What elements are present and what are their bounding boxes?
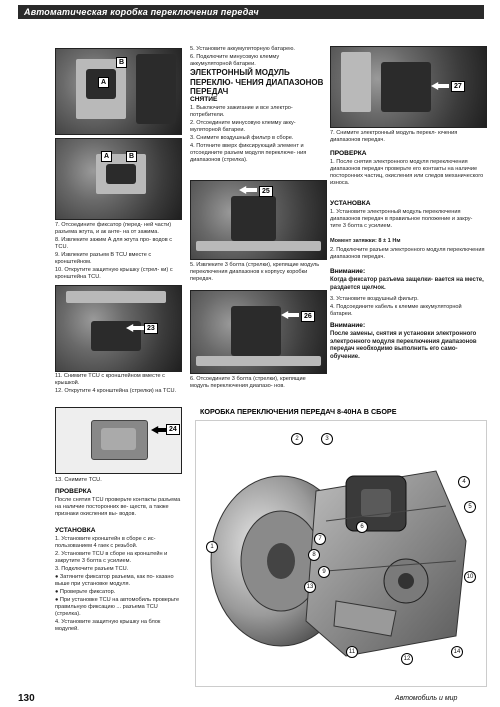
photo-number: 24 — [166, 424, 180, 435]
photo-label-b: B — [126, 151, 137, 162]
left-check-title: ПРОВЕРКА — [55, 488, 92, 495]
callout-3: 3 — [321, 433, 333, 445]
callout-2: 2 — [291, 433, 303, 445]
callout-12: 12 — [401, 653, 413, 665]
photo-tcu-bracket — [55, 48, 182, 135]
page-header: Автоматическая коробка переключения передач — [18, 5, 484, 19]
callout-6: 6 — [356, 521, 368, 533]
photo-label-a: A — [101, 151, 112, 162]
right-install-list-3: 3. Установите воздушный фильтр. 4. Подсоедините кабель к клемме аккумуляторной батареи. — [330, 296, 462, 317]
callout-9: 9 — [318, 566, 330, 578]
photo-number: 23 — [144, 323, 158, 334]
photo-number: 25 — [259, 186, 273, 197]
warning2-text: После замены, снятия и установки электронного электронного модуля переключения диапазонов передач необходимо выполнить его само- обучение. — [330, 331, 477, 360]
callout-4: 4 — [458, 476, 470, 488]
caption-c: 13. Снимите TCU. — [55, 477, 102, 483]
gearbox-title: КОРОБКА ПЕРЕКЛЮЧЕНИЯ ПЕРЕДАЧ 8-40НА В СБОРЕ — [200, 407, 397, 416]
callout-13: 13 — [304, 581, 316, 593]
footer-publisher: Автомобиль и мир — [395, 695, 458, 702]
photo-range-module-connector — [190, 180, 327, 260]
mid-top-items: 5. Установите аккумуляторную батарею. 6. Подключите минусовую клемму аккумуляторной батареи. — [190, 46, 295, 67]
photo-label-b: B — [116, 57, 127, 68]
caption-6: 6. Отсоедините 3 болта (стрелки), крепящие модуль переключения диапазо- нов. — [190, 376, 306, 389]
callout-11: 11 — [346, 646, 358, 658]
photo-number: 27 — [451, 81, 465, 92]
right-install-list: 1. Установите электронный модуль переключения диапазонов передач в правильное положение и закру- тите 3 болта с усилием. — [330, 209, 473, 229]
right-install-title: УСТАНОВКА — [330, 200, 371, 207]
photo-tcu-removal — [55, 285, 182, 372]
left-install-list: 1. Установите кронштейн в сборе с ис- пользованием 4 гаек с резьбой. 2. Установите TCU в сборе на кронштейн и закрутите 3 болта с усилием. 3. Подключите разъем TCU. ● Затяните фиксатор разъема, как по- казано выше при установке модуля. ● Проверьте фиксатор. ● При установке TCU на автомобиль проверьте правильную фиксацию ... разъема TCU (стрелка). 4. Установите защитную крышку на блок модулей. — [55, 536, 180, 632]
captions-b: 11. Снимите TCU с кронштейном вместе с крышкой. 12. Открутите 4 кронштейна (стрелки) на TCU. — [55, 373, 177, 394]
callout-8: 8 — [308, 549, 320, 561]
photo-label-a: A — [98, 77, 109, 88]
torque-spec: Момент затяжки: 8 ± 1 Нм — [330, 238, 401, 244]
caption-5: 5. Извлеките 3 болта (стрелки), крепящие модуль переключения диапазонов к корпусу коробки передач. — [190, 262, 320, 282]
callout-1: 1 — [206, 541, 218, 553]
gearbox-illustration — [195, 420, 487, 687]
callout-10: 10 — [464, 571, 476, 583]
removal-list: 1. Выключите зажигание и все электро- потребители. 2. Отсоедините минусовую клемму акку- муляторной батареи. 3. Снимите воздушный фильтр в сборе. 4. Потяните вверх фиксирующий элемент и отсоедините разъем модуля переключе- ния диапазонов (стрелка). — [190, 105, 307, 163]
warning1-title: Внимание: — [330, 268, 366, 275]
callout-5: 5 — [464, 501, 476, 513]
left-check-text: После снятия TCU проверьте контакты разъема на наличие посторонних ве- ществ, а также признаки окисления вы- водов. — [55, 497, 181, 517]
callout-7: 7 — [314, 533, 326, 545]
section-title-range-module: ЭЛЕКТРОННЫЙ МОДУЛЬ ПЕРЕКЛЮ- ЧЕНИЯ ДИАПАЗОНОВ ПЕРЕДАЧ — [190, 68, 324, 96]
photo-tcu-unit — [55, 407, 182, 474]
callout-14: 14 — [451, 646, 463, 658]
warning2-title: Внимание: — [330, 322, 366, 329]
captions-a: 7. Отсоедините фиксатор (перед- ней части) разъема жгута, и ак анте- на от зажима. 8. Извлеките зажим А для жгута про- водов с TCU. 9. Извлеките разъем B TCU вместе с кронштейном. 10. Открутите защитную крышку (стрел- ки) с кронштейна TCU. — [55, 222, 173, 280]
gearbox-drawing — [196, 421, 486, 686]
page-number: 130 — [18, 693, 35, 704]
right-check-title: ПРОВЕРКА — [330, 150, 367, 157]
caption-7: 7. Снимите электронный модуль перекл- ючения диапазонов передач. — [330, 130, 458, 143]
photo-range-module-removed — [330, 46, 487, 128]
left-install-title: УСТАНОВКА — [55, 527, 96, 534]
photo-range-module-bolts — [190, 290, 327, 374]
photo-tcu-connector — [55, 138, 182, 220]
removal-title: СНЯТИЕ — [190, 96, 218, 103]
right-install-list-2: 2. Подключите разъем электронного модуля переключения диапазонов передач. — [330, 247, 485, 260]
photo-number: 26 — [301, 311, 315, 322]
warning1-text: Когда фиксатор разъема защелки- вается на месте, раздается щелчок. — [330, 277, 484, 291]
right-check-list: 1. После снятия электронного модуля переключения диапазонов передач проверьте его контакты на наличие посторонних частиц, окисления или следов механического износа. — [330, 159, 484, 186]
